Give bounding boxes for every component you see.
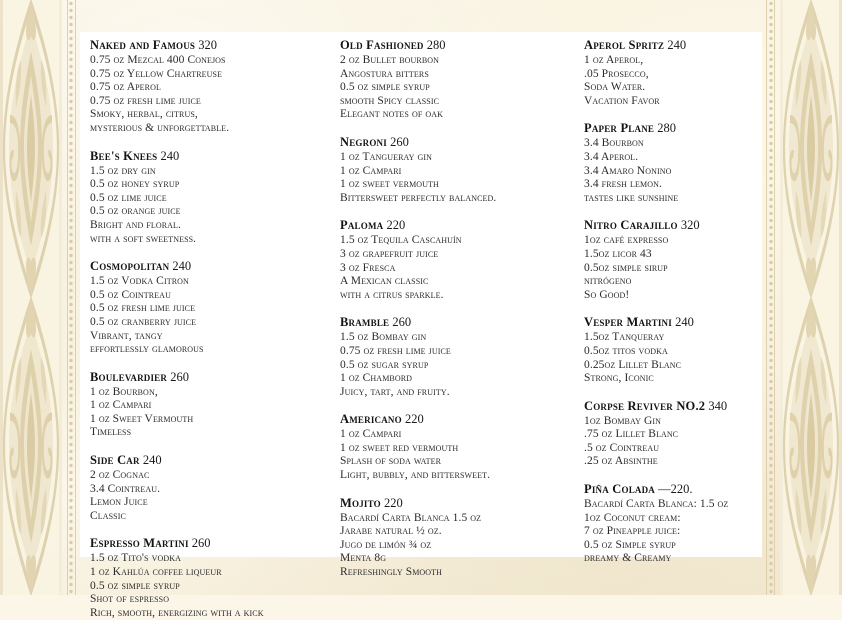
cocktail-ingredient-list: [584, 137, 752, 205]
column-middle: [332, 38, 580, 579]
cocktail-ingredient-line: 0.75 oz fresh lime juice: [90, 94, 201, 107]
cocktail-name: Espresso Martini: [90, 536, 189, 551]
cocktail-ingredient-line: .25 oz Absinthe: [584, 455, 658, 468]
cocktail-price: 260: [390, 134, 409, 149]
cocktail-ingredient-line: 0.5 oz sugar syrup: [340, 358, 429, 371]
cocktail-heading: [584, 315, 752, 330]
cocktail-ingredient-line: 0.75 oz fresh lime juice: [340, 344, 451, 357]
cocktail-price: 220: [383, 495, 403, 510]
cocktail-heading: [340, 38, 570, 53]
cocktail-name: Old Fashioned: [340, 38, 424, 52]
cocktail-entry[interactable]: [340, 496, 570, 580]
cocktail-ingredient-line: nitrógeno: [584, 275, 632, 288]
cocktail-ingredient-line: Lemon Juice: [90, 496, 148, 509]
cocktail-ingredient-line: 1.5oz Tanqueray: [584, 331, 665, 344]
cocktail-heading: [90, 453, 322, 468]
cocktail-ingredient-list: [90, 552, 322, 620]
cocktail-ingredient-list: [584, 498, 752, 566]
cocktail-heading: [584, 399, 752, 414]
cocktail-ingredient-line: tastes like sunshine: [584, 191, 679, 204]
cocktail-name: Americano: [340, 412, 402, 427]
cocktail-heading: [340, 218, 570, 233]
cocktail-ingredient-line: with a soft sweetness.: [90, 232, 197, 245]
cocktail-price: 240: [160, 148, 180, 163]
cocktail-entry[interactable]: [90, 370, 322, 440]
cocktail-ingredient-list: [90, 386, 322, 440]
cocktail-ingredient-line: 2 oz Bullet bourbon: [340, 54, 440, 66]
menu-columns: [80, 32, 762, 619]
right-ornamental-border: [758, 0, 842, 595]
cocktail-price: 240: [172, 259, 192, 274]
cocktail-ingredient-line: Rich, smooth, energizing with a kick: [90, 606, 264, 619]
cocktail-entry[interactable]: [584, 38, 752, 108]
cocktail-ingredient-line: Shot of espresso: [90, 593, 170, 606]
cocktail-price: 240: [142, 453, 162, 468]
cocktail-ingredient-list: [90, 54, 322, 136]
cocktail-ingredient-line: Refreshingly Smooth: [340, 566, 443, 579]
cocktail-entry[interactable]: [90, 149, 322, 247]
cocktail-ingredient-list: [584, 331, 752, 385]
cocktail-ingredient-line: effortlessly glamorous: [90, 343, 204, 356]
cocktail-name: Aperol Spritz: [584, 38, 665, 52]
cocktail-ingredient-line: 1.5 oz Vodka Citron: [90, 275, 189, 288]
cocktail-ingredient-line: Splash of soda water: [340, 455, 442, 468]
cocktail-name: Bee's Knees: [90, 148, 158, 163]
cocktail-entry[interactable]: [584, 218, 752, 302]
cocktail-ingredient-line: Elegant notes of oak: [340, 108, 443, 121]
cocktail-ingredient-line: Bittersweet perfectly balanced.: [340, 191, 497, 204]
cocktail-name: Paloma: [340, 218, 384, 233]
cocktail-ingredient-list: [90, 469, 322, 523]
cocktail-ingredient-line: 0.5 oz fresh lime juice: [90, 302, 196, 315]
cocktail-name: Vesper Martini: [584, 315, 672, 330]
cocktail-price: 260: [191, 536, 211, 551]
cocktail-ingredient-line: 0.5 oz cranberry juice: [90, 315, 197, 328]
cocktail-ingredient-line: 0.75 oz Mezcal 400 Conejos: [90, 54, 226, 66]
cocktail-ingredient-line: Timeless: [90, 426, 132, 439]
cocktail-ingredient-list: [90, 165, 322, 247]
cocktail-price: 240: [675, 315, 694, 330]
cocktail-ingredient-list: [340, 428, 570, 482]
cocktail-ingredient-list: [340, 151, 570, 205]
cocktail-ingredient-line: Jarabe natural ½ oz.: [340, 525, 442, 538]
cocktail-name: Nitro Carajillo: [584, 218, 678, 233]
cocktail-ingredient-line: 0.5 oz simple syrup: [90, 579, 180, 592]
cocktail-ingredient-line: 0.5 oz simple syrup: [340, 81, 430, 94]
cocktail-ingredient-line: Angostura bitters: [340, 67, 429, 80]
cocktail-ingredient-line: 0.5 oz Simple syrup: [584, 538, 676, 551]
cocktail-ingredient-line: 0.25oz Lillet Blanc: [584, 358, 682, 371]
cocktail-ingredient-line: Bacardí Carta Blanca 1.5 oz: [340, 511, 482, 524]
cocktail-entry[interactable]: [340, 412, 570, 482]
cocktail-heading: [340, 135, 570, 150]
cocktail-ingredient-line: Juicy, tart, and fruity.: [340, 385, 450, 398]
cocktail-name: Bramble: [340, 315, 390, 330]
cocktail-entry[interactable]: [340, 218, 570, 302]
cocktail-price: 320: [680, 218, 700, 233]
cocktail-ingredient-line: Vacation Favor: [584, 94, 660, 107]
cocktail-heading: [90, 149, 322, 164]
cocktail-ingredient-line: Menta 8g: [340, 552, 387, 565]
cocktail-ingredient-line: 3 oz Fresca: [340, 261, 396, 274]
cocktail-ingredient-line: 1oz Bombay Gin: [584, 414, 662, 427]
cocktail-ingredient-line: 1 oz Campari: [340, 164, 402, 177]
cocktail-entry[interactable]: [340, 135, 570, 205]
cocktail-heading: [584, 121, 752, 136]
cocktail-ingredient-list: [584, 415, 752, 469]
cocktail-name: Negroni: [340, 134, 387, 149]
left-ornamental-border: [0, 0, 84, 595]
cocktail-ingredient-list: [584, 54, 752, 108]
cocktail-ingredient-line: Soda Water.: [584, 81, 646, 94]
cocktail-ingredient-list: [340, 331, 570, 399]
cocktail-ingredient-line: 2 oz Cognac: [90, 469, 150, 482]
cocktail-ingredient-line: 1 oz sweet red vermouth: [340, 441, 459, 454]
cocktail-entry[interactable]: [584, 482, 752, 566]
cocktail-heading: [584, 38, 752, 53]
cocktail-heading: [90, 38, 322, 53]
cocktail-ingredient-list: [340, 512, 570, 580]
column-left: [80, 38, 332, 619]
cocktail-price: 320: [198, 38, 217, 52]
cocktail-entry[interactable]: [90, 453, 322, 523]
cocktail-ingredient-line: 1 oz sweet vermouth: [340, 178, 439, 191]
cocktail-price: 280: [426, 38, 446, 52]
beaded-rule-left: [66, 0, 76, 595]
cocktail-heading: [90, 536, 322, 551]
cocktail-ingredient-line: 1.5 oz Bombay gin: [340, 331, 427, 344]
cocktail-ingredient-line: 0.5oz simple sirup: [584, 261, 668, 274]
cocktail-ingredient-line: 1.5oz licor 43: [584, 247, 652, 260]
cocktail-ingredient-line: 0.75 oz Aperol: [90, 81, 161, 94]
menu-card: [80, 32, 762, 619]
cocktail-ingredient-line: 0.5oz titos vodka: [584, 344, 668, 357]
cocktail-ingredient-line: 1 oz Chambord: [340, 372, 413, 385]
cocktail-name: Paper Plane: [584, 121, 655, 136]
cocktail-entry[interactable]: [90, 536, 322, 620]
cocktail-ingredient-list: [340, 234, 570, 302]
cocktail-name: Mojito: [340, 495, 381, 510]
cocktail-ingredient-line: A Mexican classic: [340, 275, 429, 288]
cocktail-ingredient-line: 1.5 oz Tequila Cascahuín: [340, 234, 462, 247]
cocktail-heading: [340, 315, 570, 330]
cocktail-name: Cosmopolitan: [90, 259, 170, 274]
cocktail-ingredient-line: 1.5 oz dry gin: [90, 164, 156, 177]
column-right: [580, 38, 762, 565]
cocktail-name: Side Car: [90, 453, 140, 468]
cocktail-entry[interactable]: [584, 315, 752, 385]
damask-pattern-left: [0, 0, 62, 595]
cocktail-ingredient-line: Bright and floral.: [90, 218, 181, 231]
cocktail-ingredient-line: dreamy & Creamy: [584, 552, 672, 565]
cocktail-ingredient-line: So Good!: [584, 288, 630, 301]
cocktail-entry[interactable]: [584, 121, 752, 205]
cocktail-ingredient-line: 1 oz Sweet Vermouth: [90, 412, 194, 425]
cocktail-ingredient-line: Smoky, herbal, citrus,: [90, 108, 198, 121]
cocktail-heading: [90, 259, 322, 274]
cocktail-ingredient-line: 3.4 Cointreau.: [90, 482, 161, 495]
cocktail-ingredient-line: smooth Spicy classic: [340, 94, 440, 107]
cocktail-entry[interactable]: [584, 399, 752, 469]
cocktail-price: 260: [392, 315, 412, 330]
cocktail-heading: [584, 482, 752, 497]
cocktail-ingredient-line: 0.5 oz honey syrup: [90, 178, 180, 191]
cocktail-entry[interactable]: [340, 38, 570, 122]
cocktail-heading: [584, 218, 752, 233]
damask-pattern-right: [780, 0, 842, 595]
cocktail-price: —220.: [658, 482, 693, 497]
cocktail-entry[interactable]: [90, 38, 322, 136]
cocktail-name: Corpse Reviver NO.2: [584, 398, 706, 413]
cocktail-ingredient-line: 1 oz Tangueray gin: [340, 150, 433, 163]
cocktail-name: Boulevardier: [90, 369, 168, 384]
cocktail-ingredient-line: .5 oz Cointreau: [584, 441, 660, 454]
cocktail-price: 220: [386, 218, 406, 233]
beaded-rule-right: [766, 0, 776, 595]
cocktail-ingredient-list: [90, 275, 322, 357]
cocktail-ingredient-line: Jugo de limón ¾ oz: [340, 538, 432, 551]
cocktail-ingredient-line: 0.5 oz Cointreau: [90, 288, 171, 301]
cocktail-heading: [340, 496, 570, 511]
cocktail-ingredient-line: 0.75 oz Yellow Chartreuse: [90, 67, 223, 80]
cocktail-price: 240: [667, 38, 687, 52]
cocktail-ingredient-list: [340, 54, 570, 122]
cocktail-ingredient-line: 3 oz grapefruit juice: [340, 247, 439, 260]
cocktail-ingredient-line: 3.4 fresh lemon.: [584, 178, 662, 191]
cocktail-ingredient-line: 1 oz Bourbon,: [90, 385, 158, 398]
cocktail-ingredient-line: 1 oz Kahlúa coffee liqueur: [90, 566, 222, 579]
cocktail-ingredient-line: 0.5 oz orange juice: [90, 205, 181, 218]
cocktail-ingredient-line: 7 oz Pineapple juice:: [584, 525, 681, 538]
cocktail-name: Piña Colada: [584, 482, 655, 497]
cocktail-heading: [90, 370, 322, 385]
cocktail-ingredient-line: .75 oz Lillet Blanc: [584, 428, 679, 441]
cocktail-price: 280: [657, 121, 676, 136]
cocktail-ingredient-line: .05 Prosecco,: [584, 67, 649, 80]
cocktail-ingredient-line: 3.4 Amaro Nonino: [584, 164, 672, 177]
cocktail-price: 220: [404, 412, 424, 427]
cocktail-price: 260: [170, 369, 189, 384]
cocktail-ingredient-line: Vibrant, tangy: [90, 329, 163, 342]
cocktail-heading: [340, 412, 570, 427]
cocktail-ingredient-line: Strong, Iconic: [584, 372, 654, 385]
cocktail-ingredient-line: 3.4 Bourbon: [584, 137, 644, 150]
cocktail-ingredient-line: 3.4 Aperol.: [584, 150, 639, 163]
cocktail-ingredient-line: 1 oz Campari: [340, 428, 402, 441]
cocktail-ingredient-line: 1oz café expresso: [584, 234, 669, 247]
cocktail-ingredient-line: 1oz Coconut cream:: [584, 511, 681, 524]
cocktail-entry[interactable]: [340, 315, 570, 399]
cocktail-ingredient-list: [584, 234, 752, 302]
cocktail-entry[interactable]: [90, 259, 322, 357]
cocktail-ingredient-line: 1.5 oz Tito's vodka: [90, 552, 181, 565]
cocktail-ingredient-line: 1 oz Aperol,: [584, 54, 644, 66]
cocktail-ingredient-line: 1 oz Campari: [90, 399, 152, 412]
cocktail-name: Naked and Famous: [90, 38, 196, 52]
cocktail-price: 340: [708, 398, 728, 413]
cocktail-ingredient-line: mysterious & unforgettable.: [90, 121, 230, 134]
cocktail-ingredient-line: Classic: [90, 509, 126, 522]
cocktail-ingredient-line: Light, bubbly, and bittersweet.: [340, 469, 491, 482]
cocktail-ingredient-line: 0.5 oz lime juice: [90, 191, 167, 204]
cocktail-ingredient-line: with a citrus sparkle.: [340, 288, 444, 301]
cocktail-ingredient-line: Bacardí Carta Blanca: 1.5 oz: [584, 498, 729, 511]
